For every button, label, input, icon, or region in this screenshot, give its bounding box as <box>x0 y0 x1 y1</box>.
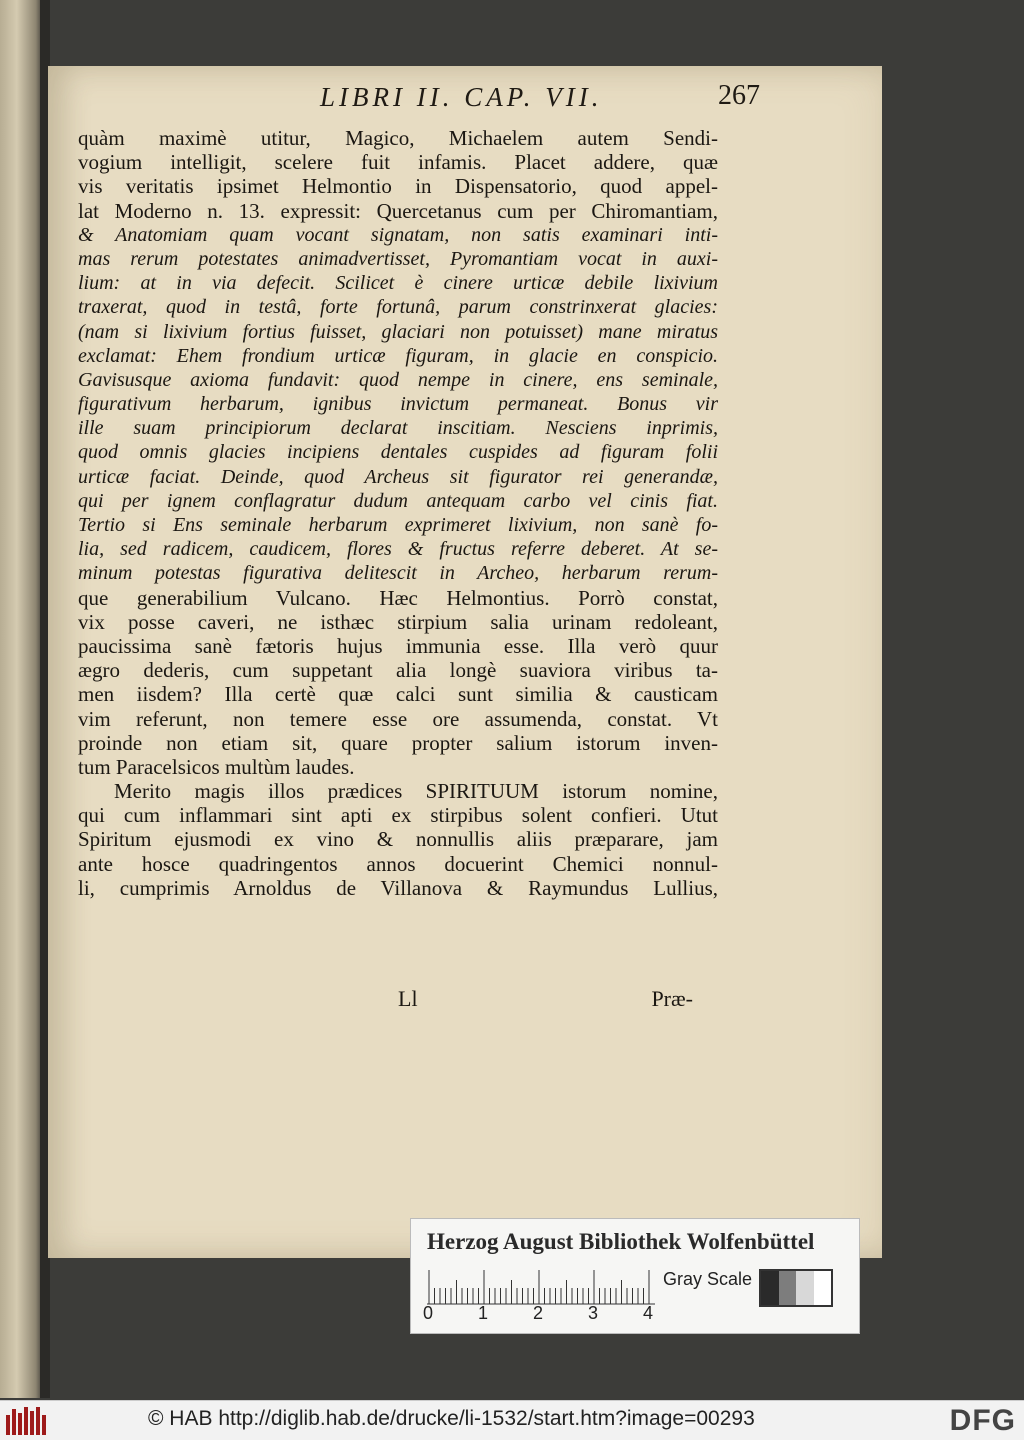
page-header <box>260 76 760 116</box>
footer-bar <box>0 1400 1024 1440</box>
text-line: lia, sed radicem, caudicem, flores & fructus referre deberet. At se- <box>78 538 718 561</box>
facing-page-edge <box>0 0 42 1398</box>
text-line: minum potestas figurativa delitescit in Archeo, herbarum rerum- <box>78 562 718 585</box>
gray-swatch <box>814 1271 832 1305</box>
gray-scale-swatches <box>759 1269 833 1307</box>
text-line: paucissima sanè fætoris hujus immunia esse. Illa verò quur <box>78 633 718 658</box>
text-line: men iisdem? Illa certè quæ calci sunt similia & causticam <box>78 682 718 707</box>
scale-ruler <box>427 1269 655 1305</box>
hab-logo-icon <box>6 1407 48 1435</box>
logo-bar <box>36 1407 40 1435</box>
copyright-link[interactable]: © HAB http://diglib.hab.de/drucke/li-1532/start.htm?image=00293 <box>148 1407 755 1430</box>
text-line: proinde non etiam sit, quare propter salium istorum inven- <box>78 730 718 755</box>
gray-swatch <box>779 1271 797 1305</box>
running-head: LIBRI II. CAP. VII. <box>320 82 603 112</box>
ruler-number: 4 <box>643 1303 654 1323</box>
text-line: lat Moderno n. 13. expressit: Quercetanus cum per Chiromantiam, <box>78 198 718 223</box>
logo-bar <box>42 1415 46 1435</box>
color-card <box>410 1218 860 1334</box>
catchword: Præ- <box>651 986 693 1011</box>
book-page <box>48 66 882 1258</box>
gray-swatch <box>761 1271 779 1305</box>
ruler-number: 1 <box>478 1303 489 1323</box>
logo-bar <box>30 1411 34 1435</box>
ruler-ticks <box>427 1269 655 1305</box>
text-line: vis veritatis ipsimet Helmontio in Dispensatorio, quod appel- <box>78 174 718 199</box>
text-line: vix posse caveri, ne isthæc stirpium salia urinam redoleant, <box>78 609 718 634</box>
text-line: figurativum herbarum, ignibus invictum permaneat. Bonus vir <box>78 393 718 416</box>
logo-bar <box>6 1415 10 1435</box>
text-line: ante hosce quadringentos annos docuerint Chemici nonnul- <box>78 851 718 876</box>
institution-name: Herzog August Bibliothek Wolfenbüttel <box>427 1229 815 1254</box>
page-number: 267 <box>718 80 760 111</box>
page-foot <box>398 986 693 1016</box>
text-line: & Anatomiam quam vocant signatam, non satis examinari inti- <box>78 223 718 246</box>
text-line: exclamat: Ehem frondium urticæ figuram, in glacie en conspicio. <box>78 344 718 367</box>
gray-scale-label: Gray Scale <box>663 1269 753 1289</box>
logo-bar <box>18 1413 22 1435</box>
signature-mark: Ll <box>398 986 418 1011</box>
text-line: Merito magis illos prædices SPIRITUUM istorum nomine, <box>114 779 718 804</box>
text-line: ægro dederis, cum suppetant alia longè suaviora viribus ta- <box>78 658 718 683</box>
logo-bar <box>24 1407 28 1435</box>
text-line: li, cumprimis Arnoldus de Villanova & Raymundus Lullius, <box>78 875 718 900</box>
text-line: qui cum inflammari sint apti ex stirpibus solent confieri. Utut <box>78 803 718 828</box>
text-line: ille suam principiorum declarat inscitiam. Nesciens inprimis, <box>78 417 718 440</box>
text-line: quod omnis glacies incipiens dentales cuspides ad figuram folii <box>78 441 718 464</box>
text-line: (nam si lixivium fortius fuisset, glaciari non potuisset) mane miratus <box>78 320 718 343</box>
body-text <box>78 126 718 900</box>
text-line: lium: at in via defecit. Scilicet è cinere urticæ debile lixivium <box>78 272 718 295</box>
text-line: vim referunt, non temere esse ore assumenda, constat. Vt <box>78 706 718 731</box>
text-line: urticæ faciat. Deinde, quod Archeus sit figurator rei generandæ, <box>78 465 718 488</box>
text-line: qui per ignem conflagratur dudum antequam carbo vel cinis fiat. <box>78 489 718 512</box>
ruler-number: 3 <box>588 1303 599 1323</box>
text-line: quàm maximè utitur, Magico, Michaelem autem Sendi- <box>78 126 718 150</box>
logo-bar <box>12 1409 16 1435</box>
dfg-logo: DFG <box>949 1404 1016 1437</box>
ruler-number: 0 <box>423 1303 434 1323</box>
text-line: Tertio si Ens seminale herbarum exprimeret lixivium, non sanè fo- <box>78 514 718 536</box>
text-line: vogium intelligit, scelere fuit infamis. Placet addere, quæ <box>78 150 718 175</box>
text-line: Gavisusque axioma fundavit: quod nempe in cinere, ens seminale, <box>78 368 718 391</box>
text-line: que generabilium Vulcano. Hæc Helmontius. Porrò constat, <box>78 585 718 610</box>
text-line: Spiritum ejusmodi ex vino & nonnullis aliis præparare, jam <box>78 827 718 852</box>
gray-swatch <box>796 1271 814 1305</box>
ruler-number: 2 <box>533 1303 544 1323</box>
text-line: tum Paracelsicos multùm laudes. <box>78 754 355 779</box>
text-line: mas rerum potestates animadvertisset, Pyromantiam vocat in auxi- <box>78 247 718 270</box>
text-line: traxerat, quod in testâ, forte fortunâ, parum constrinxerat glacies: <box>78 296 718 319</box>
